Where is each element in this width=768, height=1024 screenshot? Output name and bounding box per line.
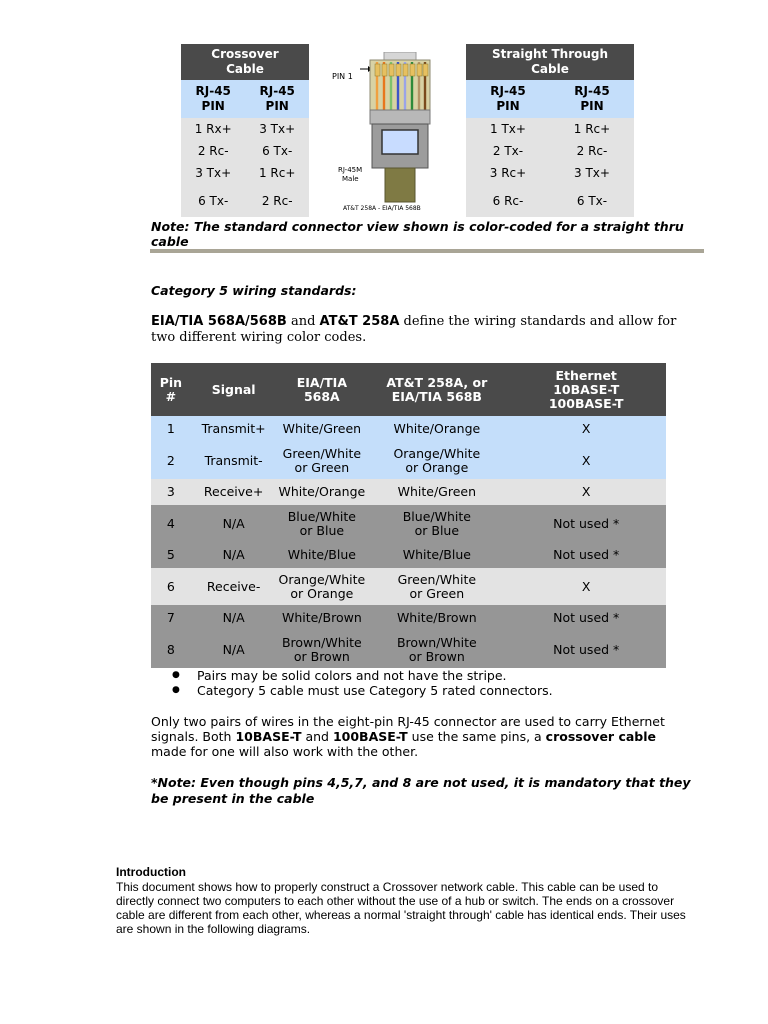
cell: 1 Tx+ [466, 118, 550, 140]
list-item: ● Pairs may be solid colors and not have the stripe. [172, 668, 553, 683]
cell: White/Green [276, 416, 367, 442]
cell: White/Blue [276, 542, 367, 568]
table-row [151, 442, 666, 479]
cell: Brown/White or Brown [276, 631, 367, 668]
header-568b: AT&T 258A, or EIA/TIA 568B [367, 363, 506, 416]
cell: X [506, 568, 666, 605]
cell: Blue/White or Blue [367, 505, 506, 542]
cell: 3 Tx+ [550, 162, 634, 184]
table-row [181, 184, 309, 217]
cell: Receive- [191, 568, 277, 605]
cell: 2 Rc- [181, 140, 245, 162]
cell: White/Orange [276, 479, 367, 505]
table-row [151, 479, 666, 505]
cell: 3 [151, 479, 191, 505]
cell: White/Blue [367, 542, 506, 568]
cell: Receive+ [191, 479, 277, 505]
cell: 2 [151, 442, 191, 479]
text: and [301, 729, 333, 744]
table-row [151, 505, 666, 542]
cell: 1 Rx+ [181, 118, 245, 140]
ethernet-paragraph [151, 714, 671, 759]
divider [150, 249, 704, 253]
intro-paragraph: This document shows how to properly construct a Crossover network cable. This cable can be used to directly connect two computers to each other without the use of a hub or switch. The ends on a crossover cable are different from each other, whereas a normal 'straight through' cable has identical ends. Their uses are shown in the following diagrams. [116, 880, 686, 936]
cell: 1 Rc+ [245, 162, 309, 184]
cell: Green/White or Green [276, 442, 367, 479]
cell: 1 [151, 416, 191, 442]
text: made for one will also work with the other. [151, 744, 419, 759]
cell: 3 Tx+ [181, 162, 245, 184]
cell: White/Brown [276, 605, 367, 631]
text: use the same pins, a [407, 729, 546, 744]
crossover-col2-header: RJ-45 PIN [245, 80, 309, 118]
cell: Not used * [506, 605, 666, 631]
cell: 2 Rc- [550, 140, 634, 162]
standards-definition [151, 314, 691, 346]
cell: Transmit- [191, 442, 277, 479]
intro-heading: Introduction [116, 865, 186, 879]
cell: N/A [191, 542, 277, 568]
table-row [181, 118, 309, 140]
cell: 2 Tx- [466, 140, 550, 162]
pin1-label: PIN 1 [332, 72, 353, 81]
header-ethernet: Ethernet 10BASE-T 100BASE-T [506, 363, 666, 416]
rj45-connector-image [332, 52, 440, 214]
cell: Transmit+ [191, 416, 277, 442]
cell: Orange/White or Orange [276, 568, 367, 605]
cell: 3 Rc+ [466, 162, 550, 184]
table-row [151, 631, 666, 668]
table-row [466, 118, 634, 140]
table-row [181, 162, 309, 184]
table-row [466, 140, 634, 162]
cell: Brown/White or Brown [367, 631, 506, 668]
cell: 6 Rc- [466, 184, 550, 217]
cell: 2 Rc- [245, 184, 309, 217]
cell: 6 [151, 568, 191, 605]
cell: 4 [151, 505, 191, 542]
cell: 1 Rc+ [550, 118, 634, 140]
connector-side-label: RJ-45M Male [338, 166, 363, 183]
standard-name: AT&T 258A [319, 314, 400, 329]
table-row [151, 605, 666, 631]
connector-caption: AT&T 258A - EIA/TIA 568B [343, 205, 421, 212]
cell: 3 Tx+ [245, 118, 309, 140]
cell: 6 Tx- [181, 184, 245, 217]
straight-through-table [466, 44, 634, 217]
text: and [286, 314, 320, 329]
straight-col1-header: RJ-45 PIN [466, 80, 550, 118]
cell: 8 [151, 631, 191, 668]
text-bold: 100BASE-T [332, 729, 408, 744]
table-header-row [151, 363, 666, 416]
list-item: ● Category 5 cable must use Category 5 rated connectors. [172, 683, 553, 698]
table-row [151, 542, 666, 568]
text-bold: crossover cable [545, 729, 656, 744]
cell: Not used * [506, 631, 666, 668]
unused-pins-note: *Note: Even though pins 4,5,7, and 8 are not used, it is mandatory that they be present in the cable [151, 775, 691, 806]
table-row [181, 140, 309, 162]
cell: Blue/White or Blue [276, 505, 367, 542]
text-bold: 10BASE-T [235, 729, 302, 744]
cell: 6 Tx- [245, 140, 309, 162]
section-heading: Category 5 wiring standards: [151, 283, 357, 298]
cell: Green/White or Green [367, 568, 506, 605]
wiring-table [151, 363, 666, 668]
crossover-col1-header: RJ-45 PIN [181, 80, 245, 118]
header-pin: Pin # [151, 363, 191, 416]
cell: X [506, 479, 666, 505]
cell: N/A [191, 631, 277, 668]
header-568a: EIA/TIA 568A [276, 363, 367, 416]
standard-name: EIA/TIA 568A/568B [151, 314, 287, 329]
crossover-table [181, 44, 309, 217]
cell: 6 Tx- [550, 184, 634, 217]
table-row [151, 568, 666, 605]
table-row [466, 184, 634, 217]
table-row [466, 162, 634, 184]
cell: 5 [151, 542, 191, 568]
header-signal: Signal [191, 363, 277, 416]
table-row [151, 416, 666, 442]
cell: X [506, 416, 666, 442]
cell: White/Green [367, 479, 506, 505]
straight-title: Straight Through Cable [466, 44, 634, 80]
cell: N/A [191, 605, 277, 631]
cell: N/A [191, 505, 277, 542]
cell: Not used * [506, 505, 666, 542]
cell: X [506, 442, 666, 479]
connector-note: Note: The standard connector view shown is color-coded for a straight thru cable [151, 219, 684, 249]
cell: White/Orange [367, 416, 506, 442]
crossover-title: Crossover Cable [181, 44, 309, 80]
cell: Not used * [506, 542, 666, 568]
cell: White/Brown [367, 605, 506, 631]
cell: Orange/White or Orange [367, 442, 506, 479]
bullet-list [172, 668, 553, 698]
cell: 7 [151, 605, 191, 631]
text: define the wiring standards and allow for two different wiring color codes. [151, 314, 677, 345]
text: Only two pairs of wires in the eight-pin RJ-45 connector are used to carry Ethernet signals. Both [151, 714, 665, 744]
straight-col2-header: RJ-45 PIN [550, 80, 634, 118]
